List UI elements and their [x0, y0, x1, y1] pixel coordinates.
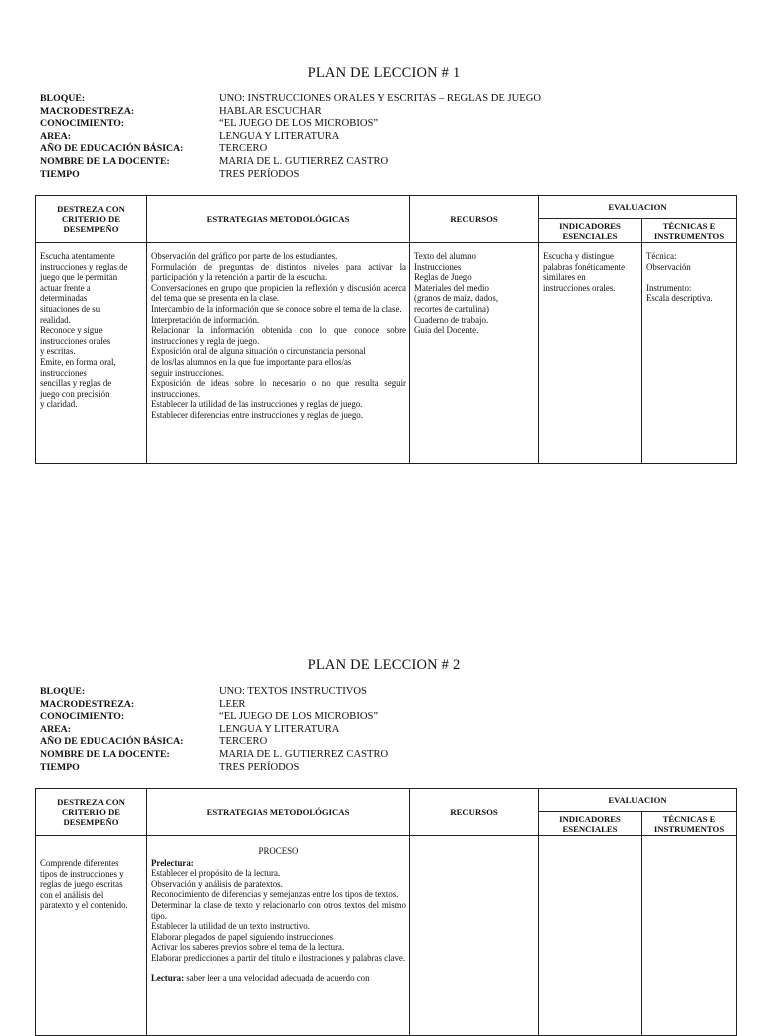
header-indicadores: INDICADORES ESENCIALES [539, 219, 642, 243]
cell-destreza [36, 836, 147, 1036]
cell-indicadores [539, 243, 642, 464]
lectura-heading: Lectura: [151, 972, 185, 983]
proceso-heading: PROCESO [258, 846, 299, 856]
meta-row [40, 169, 740, 182]
estrategias-text: Observación del gráfico por parte de los estudiantes. Formulación de preguntas de distintos niveles para activar la participación y la retención a partir de la escucha. Conversaciones en grupo que propicien la reflexión y discusión acerca del tema que se presenta en la clase. Intercambio de la información que se conoce sobre el tema de la clase. Interpretación de información. Relacionar la información obtenida con lo que conoce sobre instrucciones y regla de juego. Exposición oral de alguna situación o circunstancia personal de los/las alumnos en la que fue importante para ellos/as seguir instrucciones. Exposición de ideas sobre lo necesario o no que resulta seguir instrucciones. Establecer la utilidad de las instrucciones y reglas de juego. Establecer diferencias entre instrucciones y reglas de juego. [151, 251, 406, 420]
meta-row [40, 131, 740, 144]
destreza-text: Escucha atentamente instrucciones y reglas de juego que le permitan actuar frente a determinadas situaciones de su realidad. Reconoce y sigue instrucciones orales y escritas. Emite, en forma oral, instrucciones sencillas y reglas de juego con precisión y claridad. [40, 251, 128, 410]
lesson-table [35, 195, 737, 464]
tecnicas-text: Técnica: Observación Instrumento: Escala descriptiva. [646, 251, 713, 304]
recursos-text: Texto del alumno Instrucciones Reglas de Juego Materiales del medio (granos de maíz, dados, recortes de cartulina) Cuaderno de trabajo. Guía del Docente. [414, 251, 499, 336]
meta-label-macrodestreza: MACRODESTREZA: [40, 698, 135, 710]
meta-value-macrodestreza: LEER [219, 698, 246, 710]
header-destreza: DESTREZA CON CRITERIO DE DESEMPEÑO [36, 789, 147, 836]
meta-row [40, 699, 740, 712]
header-estrategias: ESTRATEGIAS METODOLÓGICAS [147, 196, 410, 243]
meta-row [40, 736, 740, 749]
meta-row [40, 118, 740, 131]
meta-row [40, 93, 740, 106]
meta-label-area: AREA: [40, 723, 72, 735]
header-estrategias: ESTRATEGIAS METODOLÓGICAS [147, 789, 410, 836]
prelectura-text: Establecer el propósito de la lectura. Observación y análisis de paratextos. Reconocimiento de diferencias y semejanzas entre los tipos de textos. Determinar la clase de texto y relacionarlo con otros textos del mismo tipo. Establecer la utilidad de un texto instructivo. Elaborar plegados de papel siguiendo instrucciones Activar los saberes previos sobre el tema de la lectura. Elaborar predicciones a partir del título e ilustraciones y palabras clave. [151, 868, 406, 963]
cell-indicadores [539, 836, 642, 1036]
lectura-text: saber leer a una velocidad adecuada de acuerdo con [186, 972, 370, 983]
cell-recursos [410, 243, 539, 464]
meta-row [40, 143, 740, 156]
lectura-line [151, 973, 406, 984]
meta-label-tiempo: TIEMPO [40, 168, 80, 180]
header-recursos: RECURSOS [410, 196, 539, 243]
meta-row [40, 711, 740, 724]
cell-tecnicas [642, 836, 737, 1036]
header-tecnicas: TÉCNICAS E INSTRUMENTOS [642, 219, 737, 243]
meta-value-conocimiento: “EL JUEGO DE LOS MICROBIOS” [219, 711, 379, 723]
meta-label-anio: AÑO DE EDUCACIÓN BÁSICA: [40, 143, 184, 155]
meta-row [40, 106, 740, 119]
meta-value-docente: MARIA DE L. GUTIERREZ CASTRO [219, 155, 389, 167]
lesson-table [35, 788, 737, 1036]
meta-label-conocimiento: CONOCIMIENTO: [40, 118, 125, 130]
meta-value-area: LENGUA Y LITERATURA [219, 130, 340, 142]
plan-title: PLAN DE LECCION # 1 [307, 65, 461, 81]
header-destreza: DESTREZA CON CRITERIO DE DESEMPEÑO [36, 196, 147, 243]
cell-estrategias [147, 836, 410, 1036]
meta-label-docente: NOMBRE DE LA DOCENTE: [40, 748, 170, 760]
meta-value-tiempo: TRES PERÍODOS [219, 168, 300, 180]
meta-value-tiempo: TRES PERÍODOS [219, 761, 300, 773]
meta-value-bloque: UNO: TEXTOS INSTRUCTIVOS [219, 686, 367, 697]
meta-value-conocimiento: “EL JUEGO DE LOS MICROBIOS” [219, 118, 379, 130]
meta-value-macrodestreza: HABLAR ESCUCHAR [219, 105, 322, 117]
meta-value-area: LENGUA Y LITERATURA [219, 723, 340, 735]
meta-row [40, 724, 740, 737]
header-recursos: RECURSOS [410, 789, 539, 836]
meta-label-conocimiento: CONOCIMIENTO: [40, 711, 125, 723]
cell-tecnicas [642, 243, 737, 464]
meta-label-anio: AÑO DE EDUCACIÓN BÁSICA: [40, 736, 184, 748]
meta-row [40, 156, 740, 169]
meta-label-macrodestreza: MACRODESTREZA: [40, 105, 135, 117]
cell-recursos [410, 836, 539, 1036]
destreza-text: Comprende diferentes tipos de instrucciones y reglas de juego escritas con el análisis del paratexto y el contenido. [40, 858, 128, 911]
meta-value-anio: TERCERO [219, 143, 268, 155]
meta-value-anio: TERCERO [219, 736, 268, 748]
cell-destreza [36, 243, 147, 464]
meta-label-docente: NOMBRE DE LA DOCENTE: [40, 155, 170, 167]
header-evaluacion: EVALUACION [539, 196, 737, 219]
plan-title: PLAN DE LECCION # 2 [307, 657, 461, 673]
meta-value-bloque: UNO: INSTRUCCIONES ORALES Y ESCRITAS – REGLAS DE JUEGO [219, 93, 542, 104]
plan-meta [40, 93, 740, 181]
estrategias-content [147, 836, 409, 985]
header-indicadores: INDICADORES ESENCIALES [539, 812, 642, 836]
meta-value-docente: MARIA DE L. GUTIERREZ CASTRO [219, 748, 389, 760]
plan-meta [40, 686, 740, 774]
meta-row [40, 686, 740, 699]
meta-label-bloque: BLOQUE: [40, 686, 86, 697]
meta-label-tiempo: TIEMPO [40, 761, 80, 773]
header-evaluacion: EVALUACION [539, 789, 737, 812]
header-tecnicas: TÉCNICAS E INSTRUMENTOS [642, 812, 737, 836]
cell-estrategias [147, 243, 410, 464]
prelectura-heading: Prelectura: [151, 857, 194, 868]
meta-label-area: AREA: [40, 130, 72, 142]
meta-row [40, 762, 740, 775]
meta-row [40, 749, 740, 762]
meta-label-bloque: BLOQUE: [40, 93, 86, 104]
indicadores-text: Escucha y distingue palabras fonéticamente similares en instrucciones orales. [543, 251, 626, 293]
